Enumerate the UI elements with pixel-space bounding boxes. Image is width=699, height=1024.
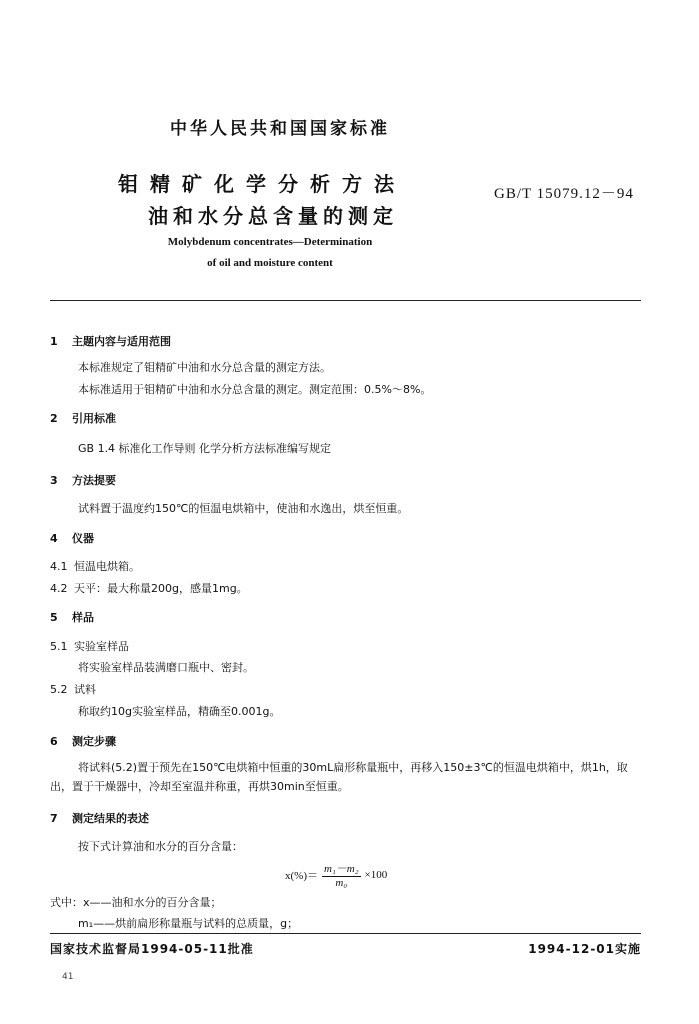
- title-line-1: 钼精矿化学分析方法: [118, 172, 406, 196]
- footer-rule: [50, 933, 641, 934]
- item-5-2-text: 称取约10g实验室样品，精确至0.001g。: [78, 705, 281, 718]
- section-7-heading: 7 测定结果的表述: [50, 812, 149, 825]
- section-1-para-2: 本标准适用于钼精矿中油和水分总含量的测定。测定范围：0.5%～8%。: [78, 383, 432, 396]
- formula-denominator: m₀: [335, 877, 348, 889]
- section-3-heading: 3 方法提要: [50, 474, 116, 487]
- item-5-2: 5.2 试料: [50, 683, 96, 696]
- english-title-line-2: of oil and moisture content: [207, 257, 333, 269]
- publisher-header: 中华人民共和国国家标准: [170, 119, 390, 139]
- english-title-line-1: Molybdenum concentrates—Determination: [167, 236, 373, 248]
- section-5-heading: 5 样品: [50, 611, 94, 624]
- section-3-para-1: 试料置于温度约150℃的恒温电烘箱中，使油和水逸出，烘至恒重。: [78, 502, 409, 515]
- section-2-heading: 2 引用标准: [50, 412, 116, 425]
- section-6-para-1: 将试料(5.2)置于预先在150℃电烘箱中恒重的30mL扁形称量瓶中，再移入150±3℃的恒温电烘箱中，烘1h，取出，置于干燥器中，冷却至室温并称重，再烘30min至恒重。: [50, 761, 628, 793]
- item-4-2: 4.2 天平：最大称量200g，感量1mg。: [50, 582, 248, 595]
- formula-lhs: x(%)＝: [285, 869, 318, 882]
- result-formula: [285, 860, 387, 889]
- section-7-para-1: 按下式计算油和水分的百分含量：: [78, 840, 243, 853]
- item-5-1: 5.1 实验室样品: [50, 640, 129, 653]
- section-2-para-1: GB 1.4 标准化工作导则 化学分析方法标准编写规定: [78, 442, 332, 455]
- standard-number: GB/T 15079.12－94: [494, 186, 634, 202]
- formula-numerator: m₁－m₂: [322, 860, 361, 877]
- section-1-heading: 1 主题内容与适用范围: [50, 335, 171, 348]
- formula-rhs: ×100: [364, 868, 388, 881]
- item-4-1: 4.1 恒温电烘箱。: [50, 560, 140, 573]
- formula-where-m1: m₁——烘前扁形称量瓶与试料的总质量，g；: [78, 917, 299, 930]
- implementation-date: 1994-12-01实施: [528, 942, 641, 956]
- section-6-heading: 6 测定步骤: [50, 735, 116, 748]
- page-number: 41: [62, 972, 74, 982]
- title-line-2: 油和水分总含量的测定: [148, 204, 398, 228]
- section-1-para-1: 本标准规定了钼精矿中油和水分总含量的测定方法。: [78, 361, 331, 374]
- approval-date: 国家技术监督局1994-05-11批准: [50, 942, 254, 956]
- top-rule: [50, 300, 641, 301]
- formula-where-x: 式中：x——油和水分的百分含量；: [50, 896, 222, 909]
- item-5-1-text: 将实验室样品装满磨口瓶中、密封。: [78, 661, 254, 674]
- formula-fraction: [322, 860, 361, 889]
- section-4-heading: 4 仪器: [50, 532, 94, 545]
